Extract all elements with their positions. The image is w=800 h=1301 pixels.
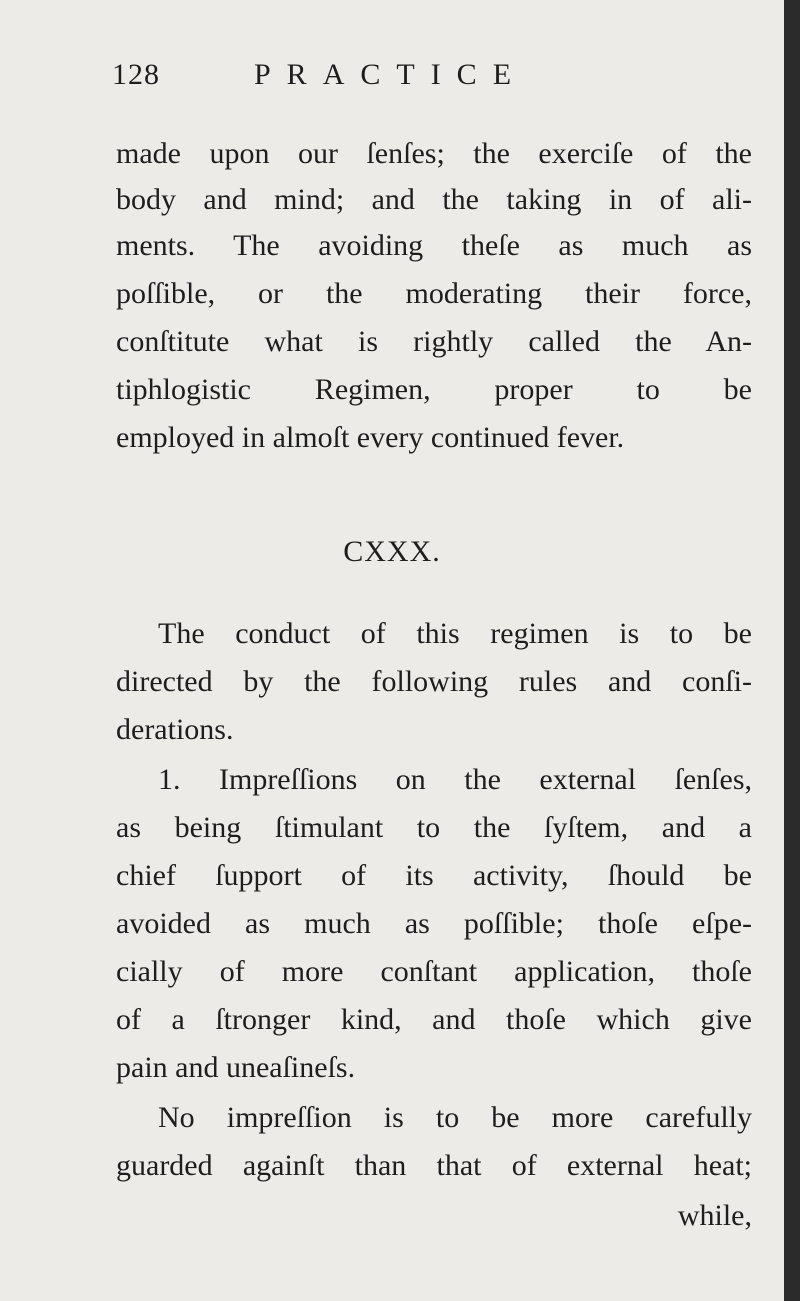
text-line: employed in almoſt every continued fever.: [116, 421, 625, 454]
page-header: [112, 58, 632, 98]
text-line: directed by the following rules and conſi-: [116, 665, 752, 698]
text-line: derations.: [116, 713, 234, 746]
text-line: cially of more conſtant application, thoſe: [116, 955, 752, 988]
text-line: poſſible, or the moderating their force,: [116, 277, 752, 310]
text-line: body and mind; and the taking in of ali-: [116, 183, 752, 216]
text-line: of a ſtronger kind, and thoſe which give: [116, 1003, 752, 1036]
page-number: 128: [112, 58, 160, 91]
text-line: chief ſupport of its activity, ſhould be: [116, 859, 752, 892]
text-line: as being ſtimulant to the ſyſtem, and a: [116, 811, 752, 844]
text-line: made upon our ſenſes; the exerciſe of the: [116, 137, 752, 170]
text-line: The conduct of this regimen is to be: [158, 617, 752, 650]
text-line: ments. The avoiding theſe as much as: [116, 229, 752, 262]
text-line: 1. Impreſſions on the external ſenſes,: [158, 763, 752, 796]
section-heading: CXXX.: [343, 535, 441, 568]
text-line: No impreſſion is to be more carefully: [158, 1101, 752, 1134]
catchword: while,: [677, 1199, 752, 1232]
text-line: conſtitute what is rightly called the An-: [116, 325, 752, 358]
text-line: tiphlogistic Regimen, proper to be: [116, 373, 752, 406]
text-line: pain and uneaſineſs.: [116, 1051, 356, 1084]
running-title: PRACTICE: [254, 58, 528, 91]
text-line: avoided as much as poſſible; thoſe eſpe-: [116, 907, 752, 940]
text-line: guarded againſt than that of external heat;: [116, 1149, 752, 1182]
